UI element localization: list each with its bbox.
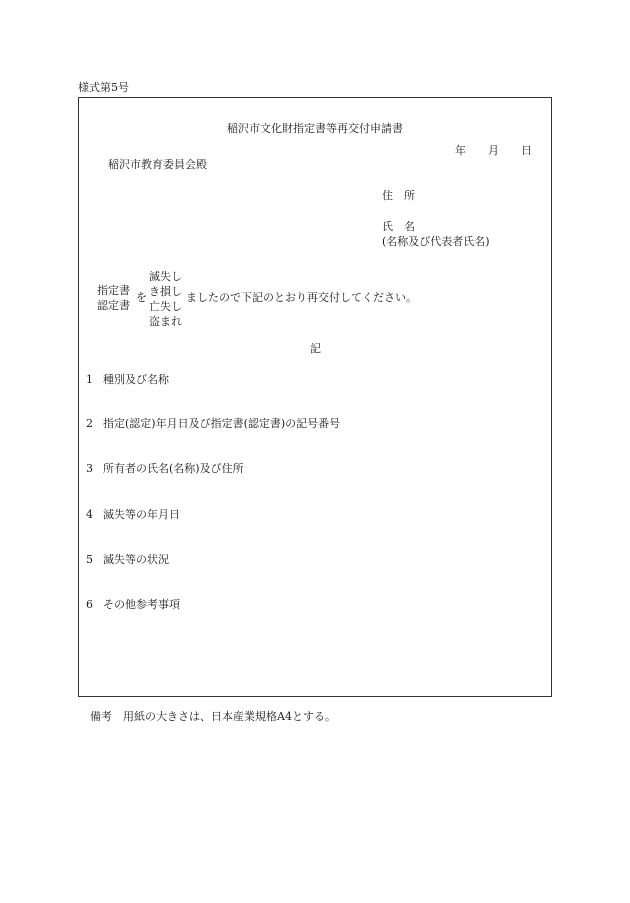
date-month: 月 [488, 144, 499, 157]
addressee: 稲沢市教育委員会殿 [108, 158, 207, 171]
item-label: 種別及び名称 [103, 373, 169, 386]
item-number: 1 [86, 373, 93, 386]
item-label: 所有者の氏名(名称)及び住所 [103, 462, 244, 475]
reason-options [149, 269, 182, 329]
ki-heading: 記 [310, 342, 321, 355]
address-label: 住 所 [382, 189, 415, 202]
reason-option: 盗まれ [149, 315, 182, 328]
date-day: 日 [521, 144, 532, 157]
document-type-options [97, 283, 130, 313]
item-label: 滅失等の年月日 [103, 508, 180, 521]
doc-option: 認定書 [97, 299, 130, 312]
form-number: 様式第5号 [78, 81, 129, 94]
name-label: 氏 名 [382, 220, 415, 233]
item-number: 5 [86, 553, 93, 566]
doc-option: 指定書 [97, 284, 130, 297]
item-label: 指定(認定)年月日及び指定書(認定書)の記号番号 [103, 417, 341, 430]
footnote: 備考 用紙の大きさは、日本産業規格A4とする。 [90, 710, 336, 723]
form-title: 稲沢市文化財指定書等再交付申請書 [227, 122, 403, 135]
reason-option: 亡失し [149, 300, 182, 313]
item-number: 4 [86, 508, 93, 521]
reason-option: き損し [149, 285, 182, 298]
statement-text: ましたので下記のとおり再交付してください。 [186, 291, 417, 304]
name-note: (名称及び代表者氏名) [382, 235, 490, 248]
item-label: その他参考事項 [103, 598, 180, 611]
item-number: 2 [86, 417, 93, 430]
item-label: 滅失等の状況 [103, 553, 169, 566]
item-number: 3 [86, 462, 93, 475]
reason-option: 滅失し [149, 270, 182, 283]
date-year: 年 [455, 144, 466, 157]
particle-wo: を [136, 291, 147, 304]
item-number: 6 [86, 598, 93, 611]
